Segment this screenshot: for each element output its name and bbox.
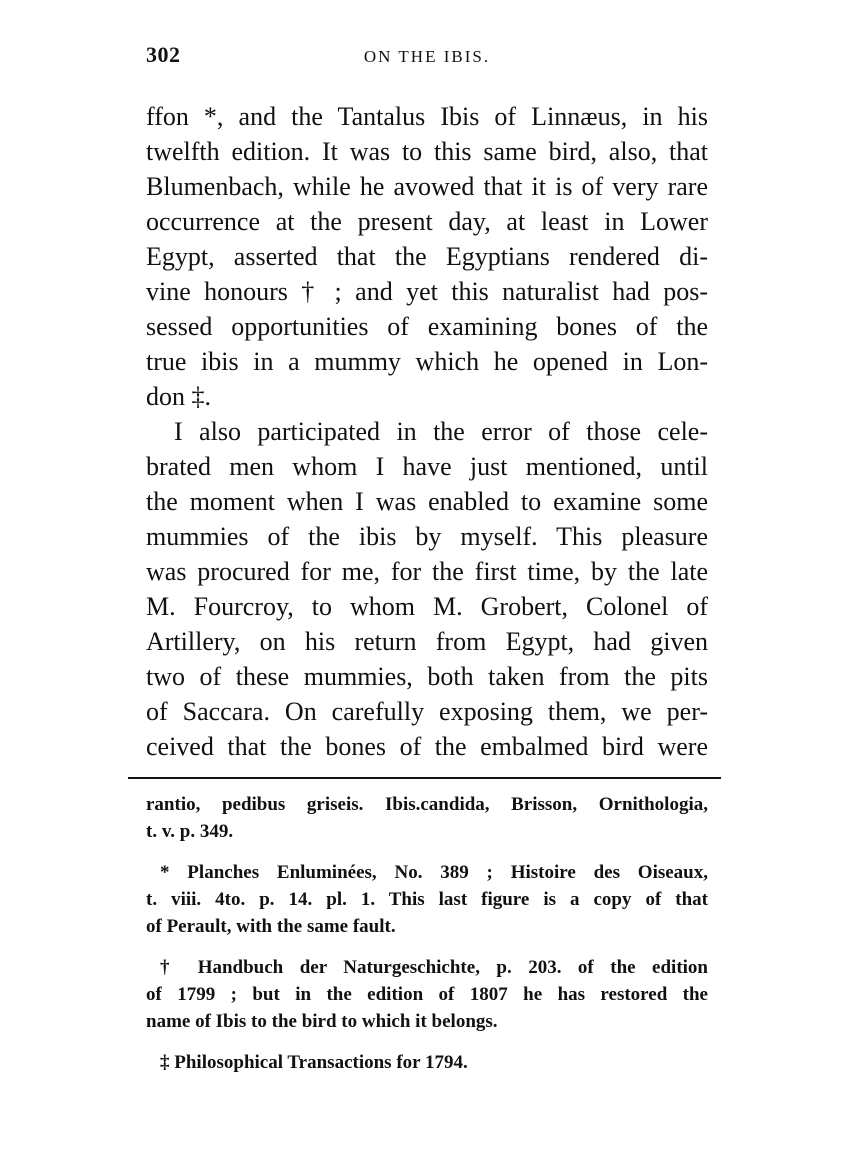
text-line: I also participated in the error of those cele-	[174, 417, 708, 446]
footnote-dagger	[146, 954, 708, 1035]
paragraph-1	[146, 99, 708, 414]
text-line: twelfth edition. It was to this same bird, also, that	[146, 137, 708, 166]
footnote-line: † Handbuch der Naturgeschichte, p. 203. of the edition	[160, 957, 708, 978]
footnote-asterisk	[146, 859, 708, 940]
text-line: sessed opportunities of examining bones of the	[146, 312, 708, 341]
text-line: vine honours † ; and yet this naturalist had pos-	[146, 277, 708, 306]
text-line: ceived that the bones of the embalmed bird were	[146, 732, 708, 761]
text-line: two of these mummies, both taken from the pits	[146, 662, 708, 691]
footnote-continued	[146, 791, 708, 845]
footnote-line: name of Ibis to the bird to which it belongs.	[146, 1011, 498, 1032]
paragraph-2	[146, 414, 708, 764]
footnote-line: of 1799 ; but in the edition of 1807 he has restored the	[146, 984, 708, 1005]
running-head: ON THE IBIS.	[363, 47, 491, 66]
footnote-line: rantio, pedibus griseis. Ibis.candida, Brisson, Ornithologia,	[146, 794, 708, 815]
text-line: ffon *, and the Tantalus Ibis of Linnæus, in his	[146, 102, 708, 131]
text-line: Blumenbach, while he avowed that it is of very rare	[146, 172, 708, 201]
footnote-line: t. viii. 4to. p. 14. pl. 1. This last figure is a copy of that	[146, 889, 708, 910]
text-line: the moment when I was enabled to examine some	[146, 487, 708, 516]
footnote-line: t. v. p. 349.	[146, 821, 234, 842]
text-line: Artillery, on his return from Egypt, had given	[146, 627, 708, 656]
footnote-line: * Planches Enluminées, No. 389 ; Histoire des Oiseaux,	[160, 862, 708, 883]
text-line: mummies of the ibis by myself. This pleasure	[146, 522, 708, 551]
page-number: 302	[146, 42, 181, 67]
footnotes	[146, 791, 708, 1090]
text-line: M. Fourcroy, to whom M. Grobert, Colonel of	[146, 592, 708, 621]
text-line: of Saccara. On carefully exposing them, we per-	[146, 697, 708, 726]
text-line: brated men whom I have just mentioned, until	[146, 452, 708, 481]
text-line: true ibis in a mummy which he opened in Lon-	[146, 347, 708, 376]
text-line: occurrence at the present day, at least in Lower	[146, 207, 708, 236]
footnote-rule	[128, 777, 721, 779]
footnote-double-dagger	[146, 1049, 708, 1076]
page-header	[146, 42, 708, 76]
footnote-line: of Perault, with the same fault.	[146, 916, 396, 937]
text-line: don ‡.	[146, 382, 211, 411]
footnote-line: ‡ Philosophical Transactions for 1794.	[160, 1052, 468, 1073]
text-line: Egypt, asserted that the Egyptians rendered di-	[146, 242, 708, 271]
text-line: was procured for me, for the first time, by the late	[146, 557, 708, 586]
main-text	[146, 99, 708, 764]
